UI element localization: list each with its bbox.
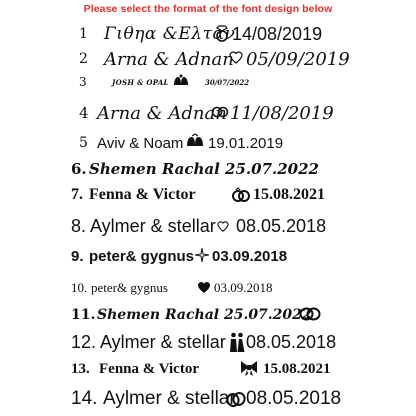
option-number: 1 (79, 26, 88, 42)
option-names: Aylmer & stellar (100, 331, 226, 352)
font-option-9[interactable] (0, 245, 416, 267)
option-names: peter& gygnus (91, 280, 168, 295)
font-option-1[interactable] (0, 22, 416, 46)
option-date: 30/07/2022 (205, 77, 250, 87)
font-option-6[interactable] (0, 157, 416, 181)
heart-outline-icon (229, 51, 243, 64)
option-number: 5 (79, 135, 88, 151)
font-option-11[interactable] (0, 304, 416, 326)
option-date: 08.05.2018 (236, 215, 327, 236)
option-names: Aylmer & stellar (90, 215, 216, 236)
option-names: Arna & Adnan (104, 48, 234, 70)
option-names: Shemen Rachal 25.07.2022 (97, 307, 312, 323)
bow-tie-icon (239, 360, 259, 376)
option-date: 11/08/2019 (230, 102, 334, 124)
option-names: Γιθηα &Ελταν (104, 24, 236, 44)
pair-of-rings-icon (226, 389, 246, 409)
option-date: 15.08.2021 (253, 186, 325, 203)
rings-icon (232, 187, 250, 203)
option-number: 12. (71, 331, 97, 352)
font-option-7[interactable] (0, 184, 416, 206)
page-title: Please select the format of the font design below (83, 3, 333, 15)
wedding-bells-icon (172, 74, 190, 88)
wedding-bells-icon (185, 133, 205, 149)
option-date: 19.01.2019 (208, 134, 284, 152)
sparkle-icon (195, 248, 209, 262)
option-date: 08.05.2018 (246, 388, 342, 409)
font-option-14[interactable] (0, 385, 416, 413)
font-option-2[interactable] (0, 47, 416, 71)
font-option-5[interactable] (0, 131, 416, 155)
option-date: 03.09.2018 (214, 280, 273, 295)
option-date: 14/08/2019 (232, 23, 323, 44)
option-number: 7. (71, 186, 83, 203)
option-names: peter& gygnus (89, 247, 195, 265)
font-option-12[interactable] (0, 329, 416, 355)
font-option-8[interactable] (0, 213, 416, 239)
filled-heart-icon (197, 281, 211, 294)
option-date: 03.09.2018 (212, 247, 288, 265)
option-names: Fenna & Victor (89, 186, 196, 203)
font-option-10[interactable] (0, 278, 416, 298)
option-names: Shemen Rachal 25.07.2022 (89, 160, 319, 178)
option-names: Arna & Adnan (97, 102, 227, 124)
bride-groom-icon (229, 332, 245, 352)
font-option-3[interactable] (0, 72, 416, 92)
small-heart-icon (217, 221, 229, 232)
option-number: 2 (79, 51, 88, 67)
option-number: 4 (79, 104, 89, 122)
option-number: 11. (71, 307, 96, 323)
option-number: 6. (71, 160, 87, 178)
option-number: 10. (71, 280, 88, 295)
option-date: 15.08.2021 (263, 360, 331, 377)
option-number: 8. (71, 215, 87, 236)
option-number: 9. (71, 247, 84, 265)
option-number: 13. (71, 360, 90, 377)
option-number: 3 (79, 75, 87, 89)
diamond-ring-icon (214, 24, 230, 42)
option-names: JOSH & OPAL (112, 77, 169, 87)
option-number: 14. (71, 388, 98, 409)
option-names: Aylmer & stellar (103, 388, 236, 409)
font-option-13[interactable] (0, 358, 416, 380)
interlocked-rings-icon (211, 106, 229, 118)
option-date: 08.05.2018 (246, 331, 337, 352)
font-option-4[interactable] (0, 100, 416, 126)
linked-rings-icon (299, 306, 321, 322)
option-names: Aviv & Noam (97, 134, 184, 152)
option-names: Fenna & Victor (99, 360, 199, 377)
option-date: 05/09/2019 (246, 48, 350, 70)
